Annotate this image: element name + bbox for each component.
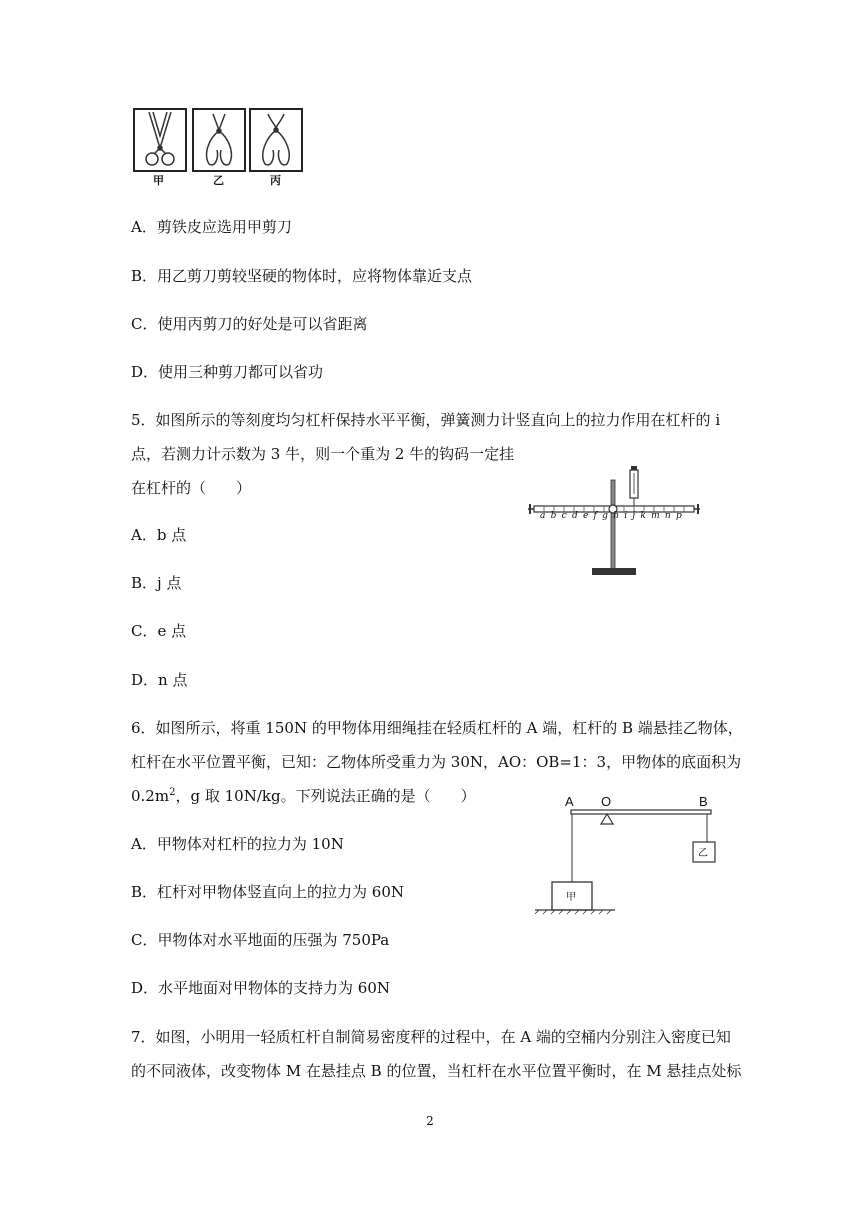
q5-stem-line-3: 在杠杆的（ ） xyxy=(131,479,252,497)
label-b: B xyxy=(699,794,708,809)
q4-option-a: A．剪铁皮应选用甲剪刀 xyxy=(131,218,292,236)
lever-ab-figure xyxy=(535,796,725,916)
q6-stem-line-1: 6．如图所示，将重 150N 的甲物体用细绳挂在轻质杠杆的 A 端，杠杆的 B 端悬挂乙物体， xyxy=(131,719,743,737)
q6-option-b: B．杠杆对甲物体竖直向上的拉力为 60N xyxy=(131,883,405,901)
q7-stem-line-1: 7．如图，小明用一轻质杠杆自制简易密度秤的过程中，在 A 端的空桶内分别注入密度已知 xyxy=(131,1028,731,1046)
scissors-label-jia: 甲 xyxy=(153,174,164,187)
q6-stem-line-3: $0.2m^2$，g 取 10N/kg。下列说法正确的是（ ） xyxy=(131,787,476,805)
lever-balance-diagram xyxy=(528,464,700,580)
q5-stem-line-1: 5．如图所示的等刻度均匀杠杆保持水平平衡，弹簧测力计竖直向上的拉力作用在杠杆的 i xyxy=(131,411,721,429)
q4-option-d: D．使用三种剪刀都可以省功 xyxy=(131,363,324,381)
lever-balance-figure xyxy=(528,464,700,580)
q7-stem-line-2: 的不同液体，改变物体 M 在悬挂点 B 的位置，当杠杆在水平位置平衡时，在 M 悬挂点处标 xyxy=(131,1062,742,1080)
q5-option-a: A．b 点 xyxy=(131,526,187,544)
q6-option-d: D．水平地面对甲物体的支持力为 60N xyxy=(131,979,391,997)
label-jia: 甲 xyxy=(566,892,576,903)
page-number: 2 xyxy=(426,1114,434,1128)
q6-option-a: A．甲物体对杠杆的拉力为 10N xyxy=(131,835,344,853)
q5-option-c: C．e 点 xyxy=(131,622,187,640)
scissors-label-bing: 丙 xyxy=(270,174,281,187)
q5-option-d: D．n 点 xyxy=(131,671,188,689)
lever-ab-diagram xyxy=(535,796,725,916)
q5-stem-line-2: 点，若测力计示数为 3 牛，则一个重为 2 牛的钩码一定挂 xyxy=(131,445,515,463)
label-a: A xyxy=(565,794,574,809)
scissors-figure xyxy=(131,106,305,188)
scissors-label-yi: 乙 xyxy=(213,174,224,187)
label-yi: 乙 xyxy=(698,848,708,859)
q6-option-c: C．甲物体对水平地面的压强为 750Pa xyxy=(131,931,390,949)
q6-stem-line-2: 杠杆在水平位置平衡，已知：乙物体所受重力为 30N，AO：OB=1：3，甲物体的底面积为 xyxy=(131,753,742,771)
lever-point-labels: a b c d e f g h i j k m n p xyxy=(540,511,683,521)
q4-option-c: C．使用丙剪刀的好处是可以省距离 xyxy=(131,315,368,333)
q4-option-b: B．用乙剪刀剪较坚硬的物体时，应将物体靠近支点 xyxy=(131,267,473,285)
label-o: O xyxy=(601,794,612,809)
q5-option-b: B．j 点 xyxy=(131,574,182,592)
